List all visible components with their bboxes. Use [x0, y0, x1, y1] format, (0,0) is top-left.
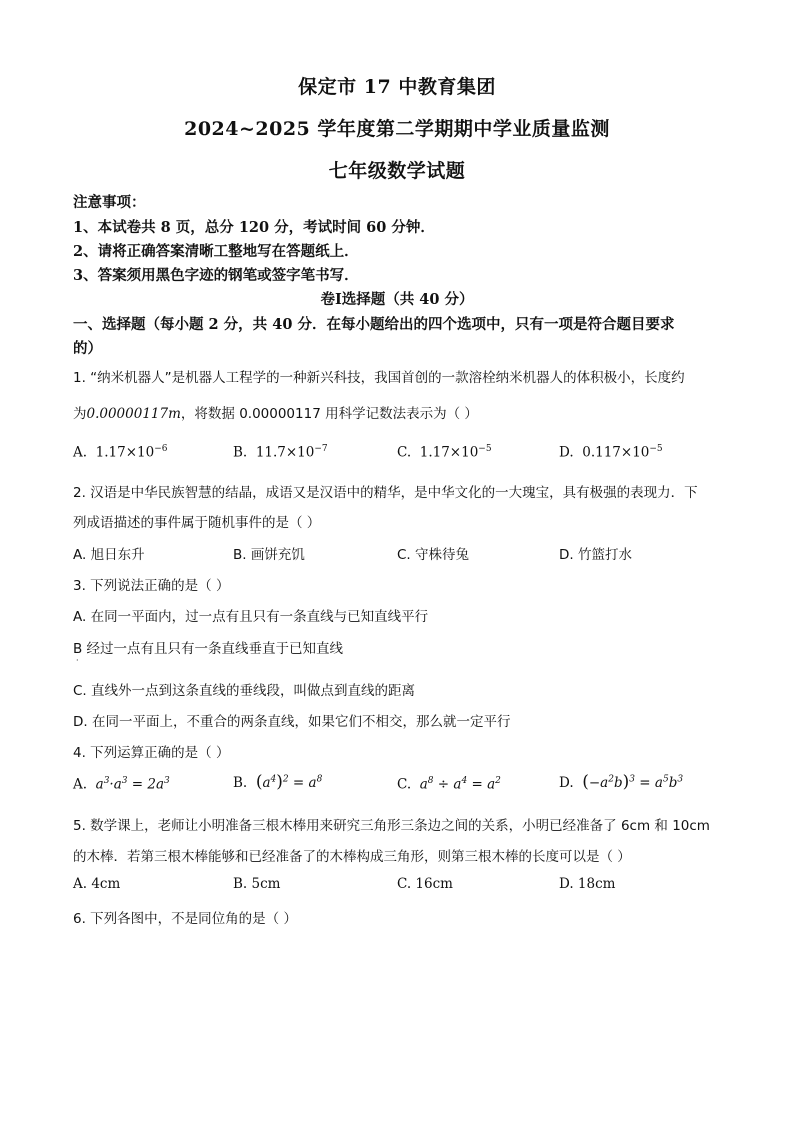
q3-option-d[interactable]: D. 在同一平面上，不重合的两条直线，如果它们不相交，那么就一定平行 — [73, 714, 511, 730]
note-item: 3、答案须用黑色字迹的钢笔或签字笔书写． — [73, 267, 359, 284]
q1-option-d[interactable]: D. $0.117\times 10^{-5}$ — [559, 444, 663, 461]
q5-option-b[interactable]: B. 5cm — [233, 876, 281, 892]
q1-text: 为 — [73, 406, 87, 422]
q2-option-d[interactable]: D. 竹篮打水 — [559, 547, 632, 563]
school-title: 保定市 17 中教育集团 — [298, 76, 496, 98]
q4-option-c[interactable]: C. $a^8 \div a^4 = a^2$ — [397, 776, 501, 793]
notes-heading: 注意事项： — [73, 194, 146, 211]
q1-option-b[interactable]: B. $11.7\times 10^{-7}$ — [233, 444, 328, 461]
q3-stem: 3. 下列说法正确的是（ ） — [73, 578, 230, 594]
q2-option-c[interactable]: C. 守株待兔 — [397, 547, 470, 563]
q2-option-b[interactable]: B. 画饼充饥 — [233, 547, 305, 563]
q5-option-a[interactable]: A. 4cm — [73, 876, 121, 892]
q3-option-a[interactable]: A. 在同一平面内，过一点有且只有一条直线与已知直线平行 — [73, 609, 429, 625]
q1-text: ，将数据 0.00000117 用科学记数法表示为（ ） — [180, 406, 478, 422]
q1-stem-line2 — [73, 402, 478, 422]
q1-option-a[interactable]: A. $1.17\times 10^{-6}$ — [73, 444, 168, 461]
term-title: 2024~2025 学年度第二学期期中学业质量监测 — [184, 118, 610, 140]
q1-option-c[interactable]: C. $1.17\times 10^{-5}$ — [397, 444, 492, 461]
stray-dot: · — [76, 656, 79, 665]
q4-stem: 4. 下列运算正确的是（ ） — [73, 745, 230, 761]
q3-option-b[interactable]: B 经过一点有且只有一条直线垂直于已知直线 — [73, 641, 344, 657]
q4-option-d[interactable]: D. $(-a^2b)^3 = a^5b^3$ — [559, 772, 684, 792]
q5-stem-line1: 5. 数学课上，老师让小明准备三根木棒用来研究三角形三条边之间的关系，小明已经准备了 6cm 和 10cm — [73, 818, 710, 834]
q6-stem: 6. 下列各图中，不是同位角的是（ ） — [73, 911, 297, 927]
q2-option-a[interactable]: A. 旭日东升 — [73, 547, 145, 563]
q4-option-b[interactable]: B. $(a^4)^2 = a^8$ — [233, 772, 323, 792]
q1-value: 0.00000117m — [86, 406, 181, 422]
section-instruction: 一、选择题（每小题 2 分，共 40 分．在每小题给出的四个选项中，只有一项是符合题目要求 — [73, 316, 675, 333]
q2-stem-line2: 列成语描述的事件属于随机事件的是（ ） — [73, 515, 321, 531]
q4-option-a[interactable]: A. $a^3\cdot a^3 = 2a^3$ — [73, 776, 170, 793]
volume-title: 卷Ⅰ选择题（共 40 分） — [320, 291, 474, 308]
q5-option-c[interactable]: C. 16cm — [397, 876, 453, 892]
q2-stem-line1: 2. 汉语是中华民族智慧的结晶，成语又是汉语中的精华，是中华文化的一大瑰宝，具有极强的表现力．下 — [73, 485, 698, 501]
q1-stem-line1: 1. “纳米机器人”是机器人工程学的一种新兴科技，我国首创的一款溶栓纳米机器人的体积极小，长度约 — [73, 370, 685, 386]
section-instruction-cont: 的） — [73, 340, 102, 357]
note-item: 1、本试卷共 8 页，总分 120 分，考试时间 60 分钟． — [73, 219, 435, 236]
q5-option-d[interactable]: D. 18cm — [559, 876, 616, 892]
q3-option-c[interactable]: C. 直线外一点到这条直线的垂线段，叫做点到直线的距离 — [73, 683, 416, 699]
subject-title: 七年级数学试题 — [328, 160, 466, 182]
note-item: 2、请将正确答案清晰工整地写在答题纸上． — [73, 243, 359, 260]
q5-stem-line2: 的木棒．若第三根木棒能够和已经准备了的木棒构成三角形，则第三根木棒的长度可以是（ ） — [73, 849, 631, 865]
